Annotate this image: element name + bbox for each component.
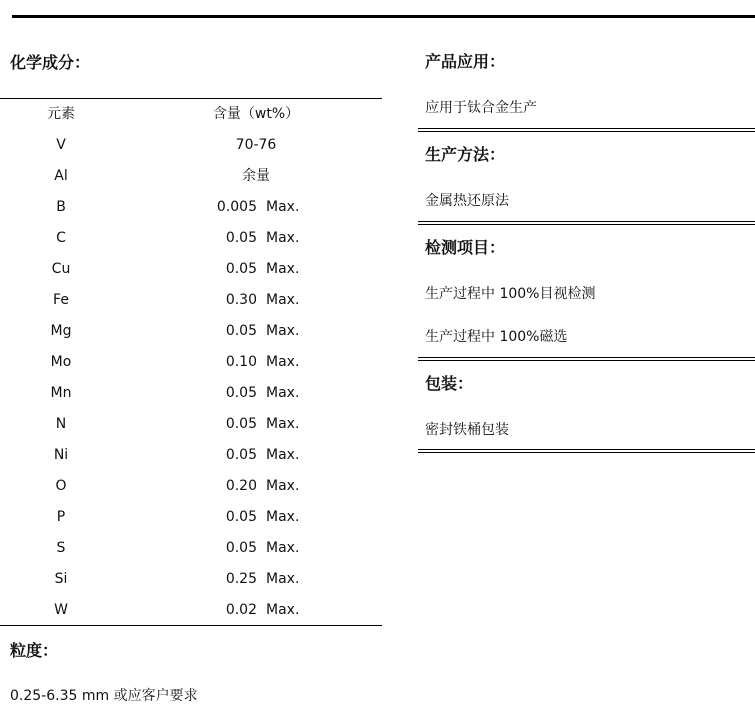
inspection-rule xyxy=(418,357,755,361)
table-bottom-rule xyxy=(0,625,382,626)
composition-title: 化学成分： xyxy=(10,53,91,72)
element-symbol: Al xyxy=(54,168,68,184)
table-row xyxy=(0,130,382,161)
table-row xyxy=(0,316,382,347)
content-unit: Max. xyxy=(266,602,300,618)
table-row xyxy=(0,502,382,533)
table-row xyxy=(0,223,382,254)
packaging-title: 包装： xyxy=(425,374,474,393)
content-value: 0.02 xyxy=(225,602,257,618)
application-rule xyxy=(418,128,755,132)
top-rule xyxy=(12,15,755,18)
content-unit: Max. xyxy=(266,571,300,587)
granularity-text: 0.25-6.35 mm 或应客户要求 xyxy=(10,688,198,704)
content-unit: Max. xyxy=(266,416,300,432)
content-value: 0.05 xyxy=(225,509,257,525)
content-unit: Max. xyxy=(266,199,300,215)
table-row xyxy=(0,378,382,409)
content-unit: Max. xyxy=(266,447,300,463)
content-value: 70-76 xyxy=(235,137,277,153)
content-value: 0.20 xyxy=(225,478,257,494)
content-value: 0.25 xyxy=(225,571,257,587)
table-row xyxy=(0,192,382,223)
inspection-item: 生产过程中 100%磁选 xyxy=(425,329,568,345)
element-symbol: Mg xyxy=(50,323,72,339)
content-unit: Max. xyxy=(266,323,300,339)
content-unit: Max. xyxy=(266,385,300,401)
content-unit: Max. xyxy=(266,230,300,246)
element-symbol: C xyxy=(56,230,66,246)
content-value: 0.10 xyxy=(225,354,257,370)
content-value: 0.005 xyxy=(216,199,257,215)
packaging-rule xyxy=(418,449,755,453)
packaging-text: 密封铁桶包装 xyxy=(425,422,509,438)
inspection-title: 检测项目： xyxy=(425,238,506,257)
content-value: 0.05 xyxy=(225,416,257,432)
content-value: 0.05 xyxy=(225,323,257,339)
element-symbol: P xyxy=(56,509,66,525)
element-symbol: B xyxy=(56,199,66,215)
table-row xyxy=(0,161,382,192)
content-value: 0.30 xyxy=(225,292,257,308)
element-symbol: Mo xyxy=(50,354,72,370)
content-value: 0.05 xyxy=(225,447,257,463)
element-symbol: S xyxy=(56,540,66,556)
method-text: 金属热还原法 xyxy=(425,193,509,209)
granularity-title: 粒度： xyxy=(10,641,59,660)
table-row xyxy=(0,533,382,564)
content-value: 0.05 xyxy=(225,230,257,246)
application-text: 应用于钛合金生产 xyxy=(425,100,537,116)
inspection-item: 生产过程中 100%目视检测 xyxy=(425,286,596,302)
element-symbol: Fe xyxy=(53,292,69,308)
method-rule xyxy=(418,221,755,225)
header-element: 元素 xyxy=(47,106,75,122)
header-content: 含量（wt%） xyxy=(212,106,300,122)
table-row xyxy=(0,409,382,440)
content-unit: Max. xyxy=(266,509,300,525)
table-row xyxy=(0,471,382,502)
content-value: 0.05 xyxy=(225,385,257,401)
method-title: 生产方法： xyxy=(425,145,506,164)
table-row xyxy=(0,440,382,471)
element-symbol: V xyxy=(56,137,66,153)
content-unit: Max. xyxy=(266,540,300,556)
element-symbol: Si xyxy=(54,571,68,587)
element-symbol: Cu xyxy=(51,261,71,277)
content-unit: Max. xyxy=(266,478,300,494)
table-row xyxy=(0,285,382,316)
content-unit: Max. xyxy=(266,261,300,277)
content-value: 余量 xyxy=(242,168,270,184)
element-symbol: Ni xyxy=(53,447,69,463)
table-row xyxy=(0,254,382,285)
content-value: 0.05 xyxy=(225,261,257,277)
element-symbol: Mn xyxy=(50,385,72,401)
table-row xyxy=(0,595,382,626)
element-symbol: W xyxy=(54,602,68,618)
table-row xyxy=(0,347,382,378)
content-value: 0.05 xyxy=(225,540,257,556)
element-symbol: N xyxy=(55,416,67,432)
content-unit: Max. xyxy=(266,292,300,308)
table-row xyxy=(0,564,382,595)
application-title: 产品应用： xyxy=(425,52,506,71)
table-header-row xyxy=(0,99,382,130)
element-symbol: O xyxy=(55,478,67,494)
content-unit: Max. xyxy=(266,354,300,370)
